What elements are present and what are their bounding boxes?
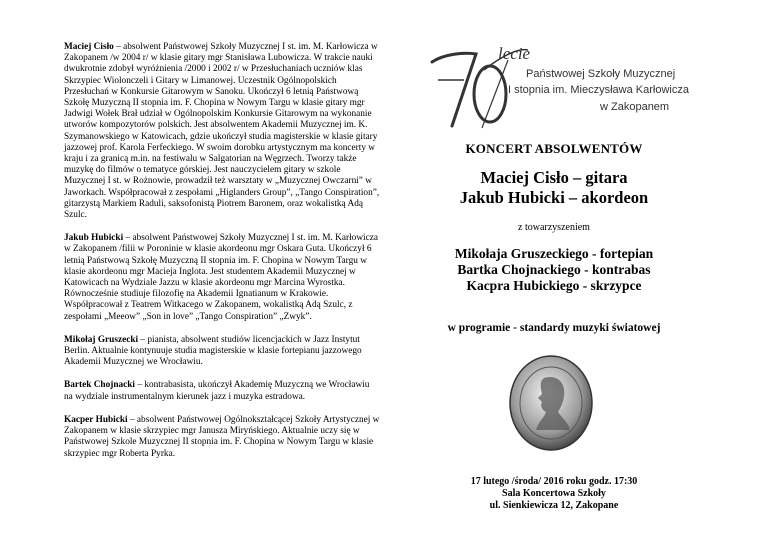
bio-text: – absolwent Państwowej Szkoły Muzycznej I st. im. M. Karłowicza w Zakopanem /filii w Poroninie w klasie akordeonu mgr Oskara Guta. Ukończył 6 letnią Państwową Szkołę Muzyczną II stopnia im. F. Chopina w Nowym Targu w klasie akordeonu mgr Macieja Inglota. Jest studentem Akademii Muzycznej w Katowicach na Wydziale Jazzu w klasie akordeonu mgr Marcina Wyrostka. Równocześnie studiuje filozofię na Akademii Ignatianum w Krakowie. Współpracował z Teatrem Witkacego w Zakopanem, wokalistką Adą Szulc, z zespołami „Meeow” „Son in love” „Tango Conspiration” „Zwyk”. <box>64 233 379 322</box>
event-date: 17 lutego /środa/ 2016 roku godz. 17:30 <box>470 476 638 487</box>
logo-line-2: I stopnia im. Mieczysława Karłowicza <box>508 84 689 96</box>
event-venue: Sala Koncertowa Szkoły <box>502 488 606 499</box>
bio-name: Kacper Hubicki <box>64 414 128 425</box>
logo-line-1: Państwowej Szkoły Muzycznej <box>526 68 676 80</box>
performers <box>402 168 706 208</box>
guest-musicians <box>402 246 706 294</box>
bio-text: – pianista, absolwent studiów licencjackich w Jazz Instytut Berlin. Aktualnie kontynuuje studia magisterskie w klasie fortepianu jazzowego Akademii Muzycznej we Wrocławiu. <box>64 334 362 368</box>
bio-mikolaj-gruszecki <box>64 335 380 369</box>
biographies-column <box>64 42 380 472</box>
bio-name: Maciej Cisło <box>64 42 114 52</box>
school-medal <box>508 354 594 452</box>
bio-text: – kontrabasista, ukończył Akademię Muzyczną we Wrocławiu na wydziale instrumentalnym kierunek jazz i muzyka estradowa. <box>64 380 370 402</box>
bio-name: Jakub Hubicki <box>64 233 124 244</box>
logo-line-3: w Zakopanem <box>600 101 670 113</box>
guest-2: Bartka Chojnackiego - kontrabas <box>457 262 651 277</box>
event-details <box>402 476 706 512</box>
event-address: ul. Sienkiewicza 12, Zakopane <box>489 500 619 511</box>
bio-kacper-hubicki <box>64 415 380 460</box>
program-line: w programie - standardy muzyki światowej <box>447 322 661 334</box>
logo-word: lecie <box>498 44 531 63</box>
bio-maciej-cislo <box>64 42 380 221</box>
anniversary-logo <box>424 40 689 132</box>
bio-text: – absolwent Państwowej Ogólnokształcącej Szkoły Artystycznej w Zakopanem w klasie skrzypiec mgr Janusza Miryńskiego. Aktualnie uczy się w Państwowej Szkole Muzycznej II stopnia im. F. Chopina w Nowym Targu w klasie skrzypiec mgr Roberta Pyrka. <box>64 414 380 459</box>
bio-name: Bartek Chojnacki <box>64 380 136 391</box>
bio-text: – absolwent Państwowej Szkoły Muzycznej I st. im. M. Karłowicza w Zakopanem /w 2004 r/ w klasie gitary mgr Stanisława Lubowicza. W trakcie nauki dwukrotnie zdobył wyróżnienia /2000 i 2002 r/ w Przesłuchaniach uczniów klas Skrzypiec Wiolonczeli i Gitary w Limanowej. Uczestnik Ogólnopolskich Przesłuchań w Konkursie Gitarowym w Sanoku. Ukończył 6 letnią Państwową Szkołę Muzyczną II stopnia im. F. Chopina w Nowym Targu w klasie gitary mgr Jadwigi Wołek Brał udział w Ogólnopolskim Konkursie Gitarowym na wykonanie utworów kompozytorów polskich. Jest absolwentem Akademii Muzycznej im. K. Szymanowskiego w Katowicach, gdzie ukończył studia magisterskie w klasie gitary jazzowej prof. Karola Ferfeckiego. W swoim dorobku artystycznym ma koncerty w kraju i za granicą m.in. na festiwalu w Salgatorian na Węgrzech. Tworzy także muzykę do filmów o tematyce górskiej. Jest nauczycielem gitary w szkole Muzycznej I st. w Rożnowie, prowadził też warsztaty w „Muzycznej Owczarni” w Jaworkach. Współpracował z zespołami „Higlanders Group”, „Tango Conspiration”, gitarzystą Markiem Raduli, saksofonistą Piotrem Baronem, oraz wokalistką Adą Szulc. <box>64 42 380 221</box>
guest-1: Mikołaja Gruszeckiego - fortepian <box>454 246 654 261</box>
medal-icon <box>508 354 594 452</box>
bio-jakub-hubicki <box>64 233 380 323</box>
accompaniment-label: z towarzyszeniem <box>518 222 590 233</box>
bio-bartek-chojnacki <box>64 380 380 402</box>
concert-heading: KONCERT ABSOLWENTÓW <box>465 141 643 156</box>
bio-name: Mikołaj Gruszecki <box>64 334 139 345</box>
performer-1: Maciej Cisło – gitara <box>480 168 628 187</box>
performer-2: Jakub Hubicki – akordeon <box>459 188 649 207</box>
guest-3: Kacpra Hubickiego - skrzypce <box>466 278 642 293</box>
